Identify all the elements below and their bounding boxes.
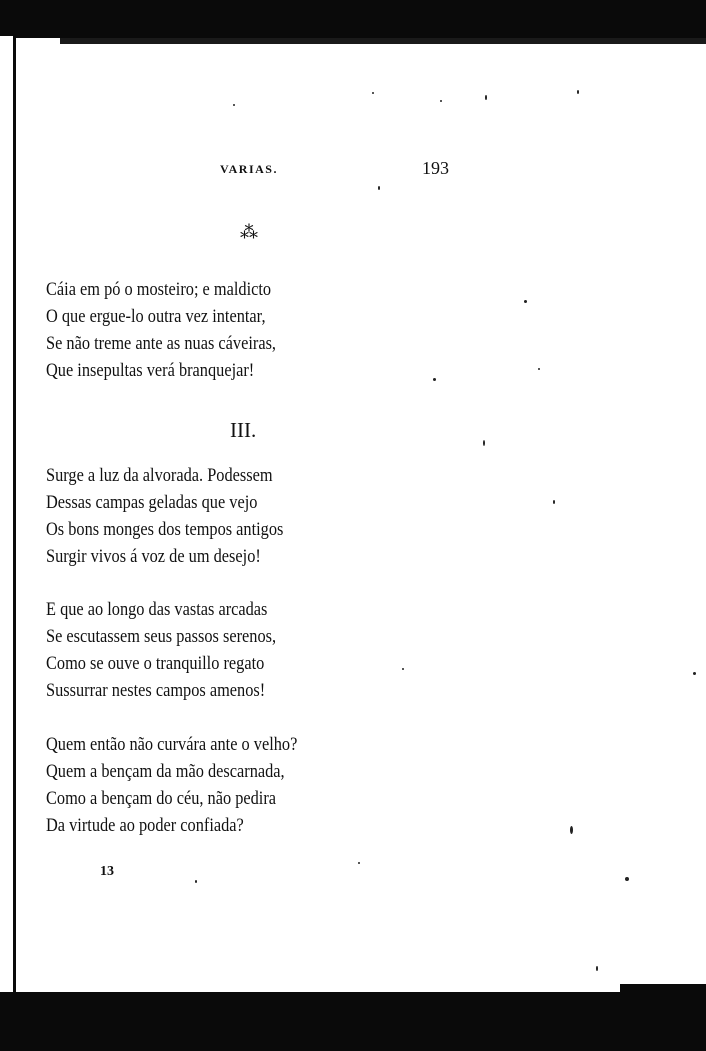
verse-line: Se não treme ante as nuas cáveiras, <box>46 333 277 354</box>
verse-line: Como se ouve o tranquillo regato <box>46 653 265 674</box>
stanza-4 <box>46 731 297 839</box>
verse-line: Surge a luz da alvorada. Podessem <box>46 465 273 486</box>
scan-speck <box>433 378 436 381</box>
running-head: VARIAS. <box>220 162 278 176</box>
scan-speck <box>693 672 696 675</box>
scan-speck <box>358 862 360 864</box>
scan-speck <box>378 186 380 190</box>
verse-line: Cáia em pó o mosteiro; e maldicto <box>46 279 272 300</box>
verse-line: Dessas campas geladas que vejo <box>46 492 258 513</box>
verse-line: Da virtude ao poder confiada? <box>46 815 244 836</box>
verse-line: Como a bençam do céu, não pedira <box>46 788 277 809</box>
section-title: III. <box>230 418 257 442</box>
scan-speck <box>577 90 579 94</box>
scan-bottom-border <box>0 992 706 1051</box>
scan-speck <box>233 104 235 106</box>
scan-top-border <box>0 0 706 38</box>
signature-mark: 13 <box>100 864 114 879</box>
verse-line: Sussurrar nestes campos amenos! <box>46 680 266 701</box>
scan-speck <box>195 880 197 883</box>
page-number: 193 <box>422 158 449 178</box>
scan-speck <box>596 966 598 971</box>
scan-speck <box>538 368 540 370</box>
stanza-3 <box>46 596 276 704</box>
scan-bottom-border-edge <box>620 984 706 996</box>
scan-speck <box>402 668 404 670</box>
verse-line: Que insepultas verá branquejar! <box>46 360 255 381</box>
scan-left-border <box>0 36 16 996</box>
verse-line: Surgir vivos á voz de um desejo! <box>46 546 261 567</box>
scan-speck <box>483 440 485 446</box>
verse-line: Quem então não curvára ante o velho? <box>46 734 298 755</box>
scan-top-border-edge <box>60 38 706 44</box>
scan-speck <box>553 500 555 504</box>
verse-line: E que ao longo das vastas arcadas <box>46 599 268 620</box>
scan-speck <box>570 826 573 834</box>
verse-line: Se escutassem seus passos serenos, <box>46 626 277 647</box>
scan-speck <box>625 877 629 881</box>
stanza-1 <box>46 276 276 384</box>
scan-speck <box>440 100 442 102</box>
stanza-2 <box>46 462 283 570</box>
scan-speck <box>524 300 527 303</box>
verse-line: Quem a bençam da mão descarnada, <box>46 761 285 782</box>
asterism-ornament-icon: ⁂ <box>240 222 258 242</box>
scan-speck <box>372 92 374 94</box>
verse-line: Os bons monges dos tempos antigos <box>46 519 284 540</box>
scan-speck <box>485 95 487 100</box>
verse-line: O que ergue-lo outra vez intentar, <box>46 306 266 327</box>
